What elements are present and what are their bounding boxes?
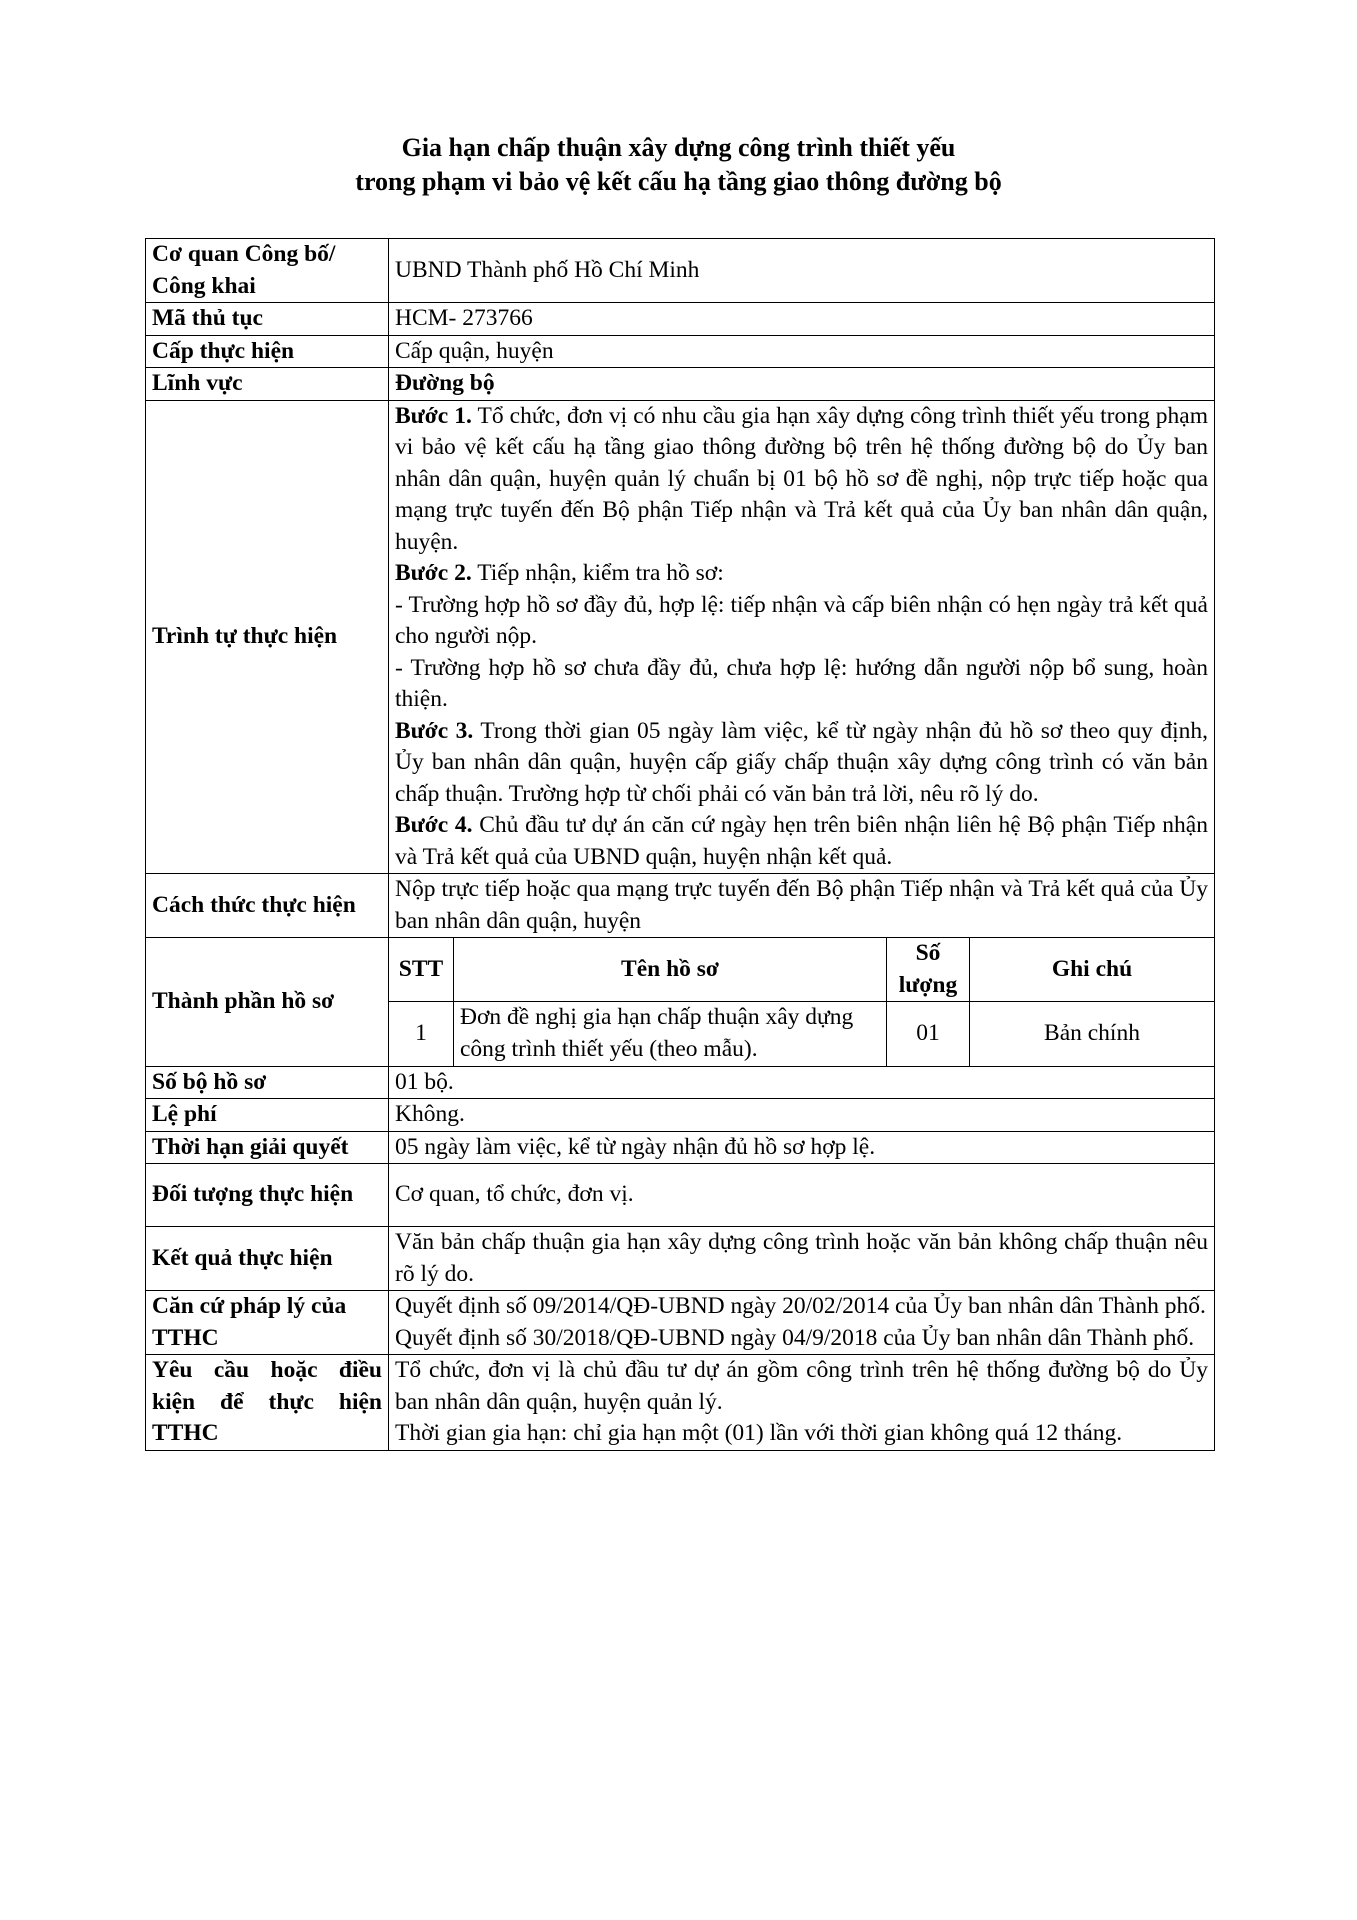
row-can-cu (146, 1291, 1215, 1355)
label-cap-thuc-hien: Cấp thực hiện (146, 335, 389, 368)
title-line-1: Gia hạn chấp thuận xây dựng công trình thiết yếu (401, 133, 956, 162)
title-line-2: trong phạm vi bảo vệ kết cấu hạ tầng giao thông đường bộ (355, 167, 1002, 196)
row-cach-thuc (146, 874, 1215, 938)
row-ma-thu-tuc (146, 303, 1215, 336)
row-ket-qua (146, 1227, 1215, 1291)
yeu-cau-line-2: Thời gian gia hạn: chỉ gia hạn một (01) lần với thời gian không quá 12 tháng. (395, 1420, 1123, 1446)
step-3 (395, 716, 1208, 811)
step-3-label: Bước 3. (395, 717, 474, 744)
header-so-luong: Số lượng (887, 938, 970, 1002)
label-trinh-tu: Trình tự thực hiện (146, 400, 389, 874)
label-cach-thuc: Cách thức thực hiện (146, 874, 389, 938)
row-thoi-han (146, 1131, 1215, 1164)
cell-ten-ho-so: Đơn đề nghị gia hạn chấp thuận xây dựng công trình thiết yếu (theo mẫu). (454, 1002, 887, 1066)
value-so-bo: 01 bộ. (389, 1066, 1215, 1099)
step-4-label: Bước 4. (395, 812, 473, 838)
step-2-text: Tiếp nhận, kiểm tra hồ sơ: (477, 560, 724, 586)
value-thoi-han: 05 ngày làm việc, kể từ ngày nhận đủ hồ sơ hợp lệ. (389, 1131, 1215, 1164)
label-le-phi: Lệ phí (146, 1099, 389, 1132)
label-yeu-cau: Yêu cầu hoặc điều kiện để thực hiện TTHC (146, 1355, 389, 1451)
value-ma-thu-tuc: HCM- 273766 (389, 303, 1215, 336)
procedure-table (145, 238, 1215, 1451)
row-co-quan (146, 239, 1215, 303)
value-cap-thuc-hien: Cấp quận, huyện (389, 335, 1215, 368)
table-row (389, 1002, 1214, 1066)
cell-stt: 1 (389, 1002, 454, 1066)
label-thanh-phan: Thành phần hồ sơ (146, 938, 389, 1067)
documents-header-row (389, 938, 1214, 1002)
step-2-case-1: - Trường hợp hồ sơ đầy đủ, hợp lệ: tiếp nhận và cấp biên nhận có hẹn ngày trả kết quả cho người nộp. (395, 591, 1208, 649)
documents-table (389, 938, 1214, 1066)
step-2-label: Bước 2. (395, 560, 472, 586)
step-2-case-2: - Trường hợp hồ sơ chưa đầy đủ, chưa hợp lệ: hướng dẫn người nộp bổ sung, hoàn thiện. (395, 654, 1208, 712)
can-cu-line-2: Quyết định số 30/2018/QĐ-UBND ngày 04/9/2018 của Ủy ban nhân dân Thành phố. (395, 1324, 1195, 1351)
row-cap-thuc-hien (146, 335, 1215, 368)
value-ket-qua: Văn bản chấp thuận gia hạn xây dựng công trình hoặc văn bản không chấp thuận nêu rõ lý do. (389, 1227, 1215, 1291)
label-can-cu: Căn cứ pháp lý của TTHC (146, 1291, 389, 1355)
row-so-bo (146, 1066, 1215, 1099)
step-2 (395, 558, 1208, 590)
step-3-text: Trong thời gian 05 ngày làm việc, kể từ ngày nhận đủ hồ sơ theo quy định, Ủy ban nhân dân quận, huyện cấp giấy chấp thuận xây dựng công trình có văn bản chấp thuận. Trường hợp từ chối phải có văn bản trả lời, nêu rõ lý do. (395, 717, 1208, 807)
can-cu-line-1: Quyết định số 09/2014/QĐ-UBND ngày 20/02/2014 của Ủy ban nhân dân Thành phố. (395, 1293, 1206, 1319)
header-stt: STT (389, 938, 454, 1002)
label-thoi-han: Thời hạn giải quyết (146, 1131, 389, 1164)
value-trinh-tu (389, 400, 1215, 874)
label-linh-vuc: Lĩnh vực (146, 368, 389, 401)
step-1-label: Bước 1. (395, 402, 472, 429)
label-ket-qua: Kết quả thực hiện (146, 1227, 389, 1291)
value-co-quan: UBND Thành phố Hồ Chí Minh (389, 239, 1215, 303)
yeu-cau-line-1: Tổ chức, đơn vị là chủ đầu tư dự án gồm công trình trên hệ thống đường bộ do Ủy ban nhân dân quận, huyện quản lý. (395, 1357, 1208, 1415)
header-ten-ho-so: Tên hồ sơ (454, 938, 887, 1002)
value-linh-vuc: Đường bộ (389, 368, 1215, 401)
label-ma-thu-tuc: Mã thủ tục (146, 303, 389, 336)
value-can-cu (389, 1291, 1215, 1355)
value-yeu-cau (389, 1355, 1215, 1451)
header-ghi-chu: Ghi chú (970, 938, 1215, 1002)
value-le-phi: Không. (389, 1099, 1215, 1132)
value-thanh-phan (389, 938, 1215, 1067)
row-le-phi (146, 1099, 1215, 1132)
label-co-quan: Cơ quan Công bố/ Công khai (146, 239, 389, 303)
cell-so-luong: 01 (887, 1002, 970, 1066)
row-trinh-tu (146, 400, 1215, 874)
step-4 (395, 810, 1208, 873)
step-4-text: Chủ đầu tư dự án căn cứ ngày hẹn trên biên nhận liên hệ Bộ phận Tiếp nhận và Trả kết quả của UBND quận, huyện nhận kết quả. (395, 812, 1208, 870)
label-so-bo: Số bộ hồ sơ (146, 1066, 389, 1099)
label-doi-tuong: Đối tượng thực hiện (146, 1164, 389, 1227)
step-1-text: Tổ chức, đơn vị có nhu cầu gia hạn xây dựng công trình thiết yếu trong phạm vi bảo vệ kết cấu hạ tầng giao thông đường bộ trên hệ thống đường bộ do Ủy ban nhân dân quận, huyện quản lý chuẩn bị 01 bộ hồ sơ đề nghị, nộp trực tiếp hoặc qua mạng trực tuyến đến Bộ phận Tiếp nhận và Trả kết quả của Ủy ban nhân dân quận, huyện. (395, 402, 1208, 555)
row-thanh-phan (146, 938, 1215, 1067)
cell-ghi-chu: Bản chính (970, 1002, 1215, 1066)
row-yeu-cau (146, 1355, 1215, 1451)
step-1 (395, 401, 1208, 559)
value-cach-thuc: Nộp trực tiếp hoặc qua mạng trực tuyến đến Bộ phận Tiếp nhận và Trả kết quả của Ủy ban nhân dân quận, huyện (389, 874, 1215, 938)
value-doi-tuong: Cơ quan, tổ chức, đơn vị. (389, 1164, 1215, 1227)
row-doi-tuong (146, 1164, 1215, 1227)
document-title (0, 131, 1357, 199)
row-linh-vuc (146, 368, 1215, 401)
